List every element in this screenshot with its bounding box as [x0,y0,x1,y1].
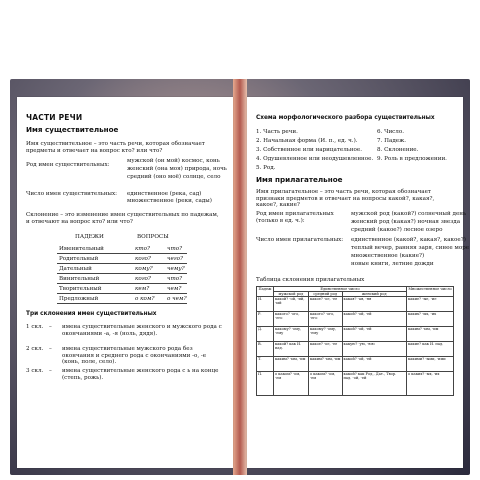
table-subheader: женский род [342,292,406,297]
table-cell: какое? -ое, -ее [308,342,342,357]
table-cell: о каком? -ом, -ем [274,372,309,396]
gender-line: мужской (он мой) космос, конь [127,158,220,164]
table-cell: какой? -ой, -ей [342,327,406,342]
case-underline [57,283,187,284]
declension-label: 2 скл. [26,346,44,352]
table-header: Единственное число [274,287,407,292]
scheme-title: Схема морфологического разбора существительных [256,115,435,121]
case-name: Винительный [59,276,100,282]
scheme-item: 7. Падеж. [377,138,407,144]
table-cell: какая? -ая, -яя [342,297,406,312]
table-cell: каких? -ых, -их [407,312,454,327]
case-question: что? [167,246,183,252]
adj-gender-line: средний (какое?) лесное озеро [351,227,443,233]
table-cell: какую? -ую, -юю [342,342,406,357]
scheme-item: 5. Род. [256,165,276,171]
declension-definition: Склонение – это изменение имен существительных по падежам, и отвечают на вопрос кто? или что? [26,212,219,225]
scheme-item: 1. Часть речи. [256,129,298,135]
table-cell: какие? -ые, -ие [407,297,454,312]
table-subheader: средний род [308,292,342,297]
case-name: Творительный [59,286,102,292]
case-name: Родительный [59,256,99,262]
scheme-item: 4. Одушевленное или неодушевленное. [256,156,374,162]
page-title: ЧАСТИ РЕЧИ [26,113,83,122]
table-cell: каким? -ым, -им [308,357,342,372]
case-question: кого? [135,276,151,282]
declension-label: 1 скл. [26,324,44,330]
table-cell: какое? -ое, -ее [308,297,342,312]
adj-gender-line: женский род (какая?) ночная звезда [351,219,461,225]
adj-number-line: множественное (какие?) [351,253,425,259]
table-cell: какой? -ой, -ей [342,312,406,327]
book-spine [233,79,247,475]
case-question: о чем? [167,296,187,302]
right-page [247,97,470,468]
case-question: кем? [135,286,150,292]
table-row [257,342,454,357]
table-row [257,297,454,312]
table-cell: П. [257,372,274,396]
adj-number-line: единственное (какой?, какая?, какое?) [351,237,466,243]
case-underline [57,253,187,254]
questions-header: ВОПРОСЫ [137,234,169,240]
table-cell: какого? -ого, -его [274,312,309,327]
table-row [257,312,454,327]
case-underline [57,263,187,264]
number-line: единственное (река, сад) [127,191,202,197]
case-question: о ком? [135,296,155,302]
declension-text: имена существительные мужского рода без окончания и среднего рода с окончаниями -о, -е (конь, поле, село). [62,346,207,366]
case-question: чего? [167,256,183,262]
table-cell: Д. [257,327,274,342]
gender-line: женский (она моя) природа, ночь [127,166,227,172]
table-cell: какого? -ого, -его [308,312,342,327]
scheme-item: 6. Число. [377,129,404,135]
case-question: чем? [167,286,182,292]
gender-label: Род имен существительных: [26,162,110,168]
table-cell: какими? -ыми, -ими [407,357,454,372]
adj-number-line: новые книги, летние дожди [351,261,434,267]
cases-header: ПАДЕЖИ [75,234,104,240]
declension-text: имена существительные женского и мужского рода с окончаниями -а, -я (ноль, дядя). [62,324,222,337]
adjective-title: Имя прилагательное [256,175,343,184]
table-cell: какому? -ому, -ему [308,327,342,342]
adj-number-line: теплый вечер, ранняя заря, синее море [351,245,470,251]
declension-label: 3 скл. [26,368,44,374]
table-header: Множественное число [407,287,454,297]
declension-table [256,286,454,396]
table-cell: какому? -ому, -ему [274,327,309,342]
scheme-item: 9. Роль в предложении. [377,156,447,162]
case-name: Дательный [59,266,92,272]
case-name: Именительный [59,246,104,252]
declension-text: имена существительные женского рода с ь на конце (степь, рожь). [62,368,219,381]
table-cell: И. [257,297,274,312]
table-cell: Р. [257,312,274,327]
table-cell: Т. [257,357,274,372]
table-cell: какие? как И. пад. [407,342,454,357]
table-row [257,372,454,396]
gender-line: средний (оно моё) солнце, село [127,174,221,180]
case-underline [57,293,187,294]
table-cell: какой? -ой, -ей [342,357,406,372]
adj-number-label: Число имен прилагательных: [256,237,344,243]
case-question: чему? [167,266,185,272]
table-cell: о каком? -ом, -ем [308,372,342,396]
scheme-item: 3. Собственное или нарицательное. [256,147,363,153]
adj-gender-line: мужской род (какой?) солнечный день [351,211,467,217]
case-question: кто? [135,246,151,252]
table-header: Падеж [257,287,274,297]
table-cell: о каких? -ых, -их [407,372,454,396]
number-label: Число имен существительных: [26,191,118,197]
table-cell: какой? как И. пад. [274,342,309,357]
number-line: множественное (реки, сады) [127,198,212,204]
table-cell: каким? -ым, -им [407,327,454,342]
section-title: Имя существительное [26,125,119,134]
three-declensions-title: Три склонения имен существительных [26,311,157,317]
case-question: кому? [135,266,153,272]
case-question: что? [167,276,183,282]
noun-definition: Имя существительное – это часть речи, которая обозначает предметы и отвечает на вопрос кто? или что? [26,141,205,154]
table-row [257,327,454,342]
adjective-definition: Имя прилагательное – это часть речи, которая обозначает признаки предметов и отвечает на вопросы какой?, какая?, какое?, какие? [256,189,435,209]
table-row [257,357,454,372]
scheme-item: 8. Склонение. [377,147,419,153]
case-underline [57,303,187,304]
table-subheader: мужской род [274,292,309,297]
case-underline [57,273,187,274]
table-cell: каким? -ым, -им [274,357,309,372]
scheme-item: 2. Начальная форма (И. п., ед. ч.). [256,138,358,144]
table-cell: какой? -ой, -ий, -ый [274,297,309,312]
adj-gender-label: Род имен прилагательных (только в ед. ч.): [256,211,334,224]
table-title: Таблица склонения прилагательных [256,277,365,283]
table-cell: какой? как Род., Дат., Твор. пад. -ой, -ей [342,372,406,396]
table-cell: В. [257,342,274,357]
case-question: кого? [135,256,151,262]
left-page: ЧАСТИ РЕЧИ Имя существительное Имя существительное – это часть речи, которая обозначает предметы и отвечает на вопрос кто? или что? Род имен существительных: мужской (он мой) космос, конь женский (она моя) природа, ночь средний (оно моё) солнце, село Число имен существительных: единственное (река, сад) множественное (реки, сады) Склонение – это изменение имен существительных по падежам, и отвечают на вопрос кто? или что? ПАДЕЖИ ВОПРОСЫ Именительный кто? что? Родительный кого? чего? Дательный кому? чему? Винительный кого? что? Творительный кем? чем? Предложный о ком? о чем? Три склонения имен существительных 1 скл. – имена существительные женского и мужского рода с окончаниями -а, -я (ноль, дядя). 2 скл. – имена существительные мужского рода без окончания и среднего рода с окончаниями -о, -е (конь, поле, село). 3 скл. – имена существительные женского рода с ь на конце (степь, рожь). [17,97,233,468]
case-name: Предложный [59,296,99,302]
